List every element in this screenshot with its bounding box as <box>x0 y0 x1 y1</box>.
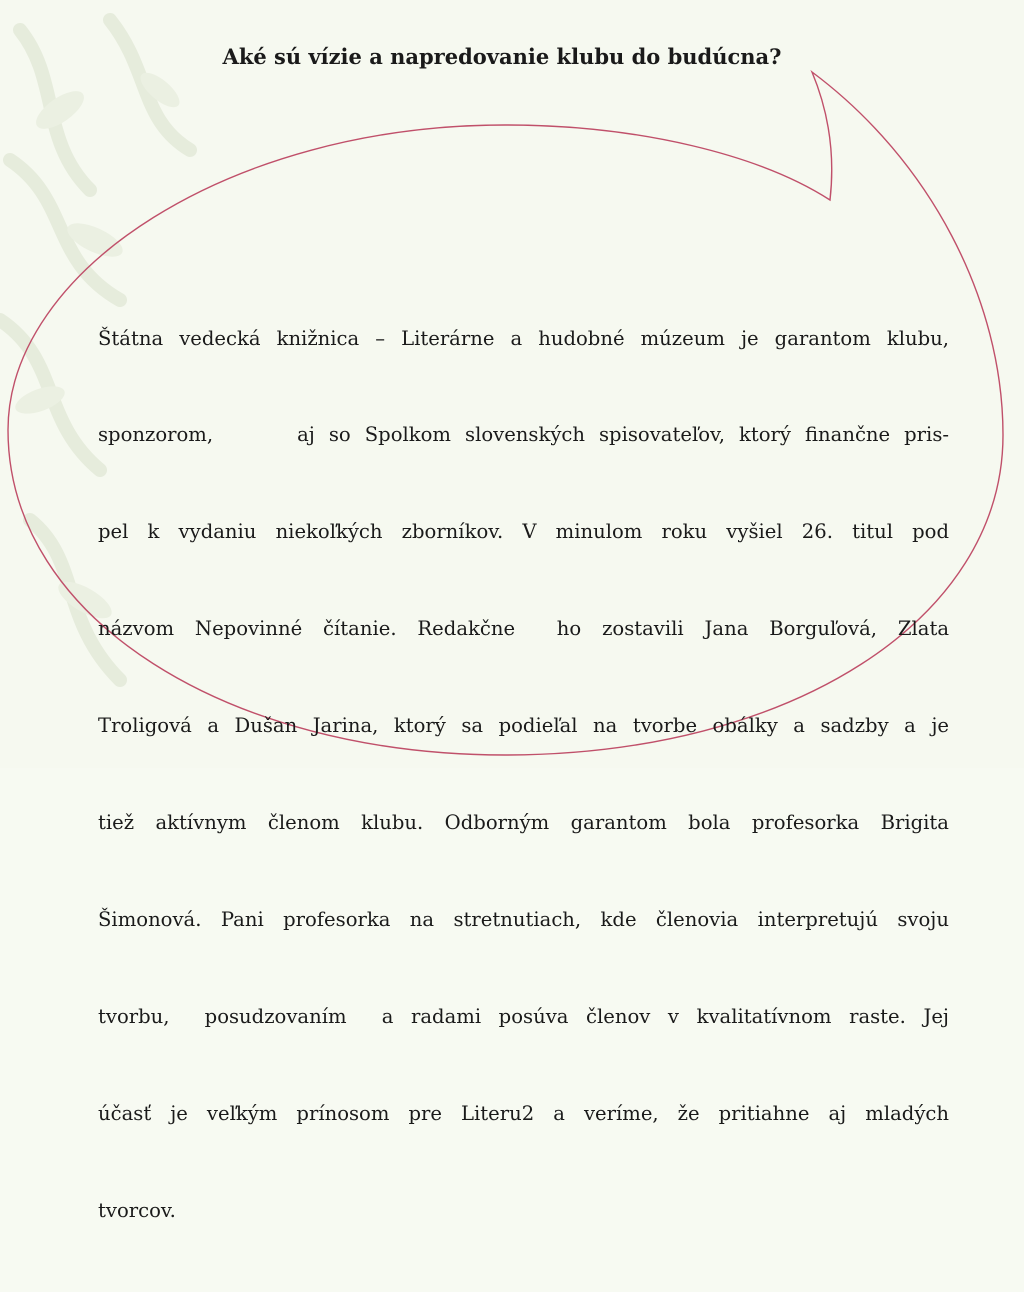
body-paragraph <box>98 258 949 1292</box>
body-line: tvorbu, posudzovaním a radami posúva členov v kvalitatívnom raste. Jej <box>98 1004 949 1028</box>
body-line: názvom Nepovinné čítanie. Redakčne ho zostavili Jana Borguľová, Zlata <box>98 617 949 641</box>
body-line: Šimonová. Pani profesorka na stretnutiach, kde členovia interpretujú svoju <box>98 907 949 931</box>
body-line: Štátna vedecká knižnica – Literárne a hudobné múzeum je garantom klubu, <box>98 326 949 350</box>
body-line: tiež aktívnym členom klubu. Odborným garantom bola profesorka Brigita <box>98 811 949 835</box>
body-line: Troligová a Dušan Jarina, ktorý sa podieľal na tvorbe obálky a sadzby a je <box>98 714 949 738</box>
body-line: sponzorom, aj so Spolkom slovenských spisovateľov, ktorý finančne pris- <box>98 423 949 447</box>
slide-title: Aké sú vízie a napredovanie klubu do budúcna? <box>222 44 782 69</box>
body-line: účasť je veľkým prínosom pre Literu2 a veríme, že pritiahne aj mladých <box>98 1101 949 1125</box>
body-line: pel k vydaniu niekoľkých zborníkov. V minulom roku vyšiel 26. titul pod <box>98 520 949 544</box>
body-line: tvorcov. <box>98 1198 176 1222</box>
